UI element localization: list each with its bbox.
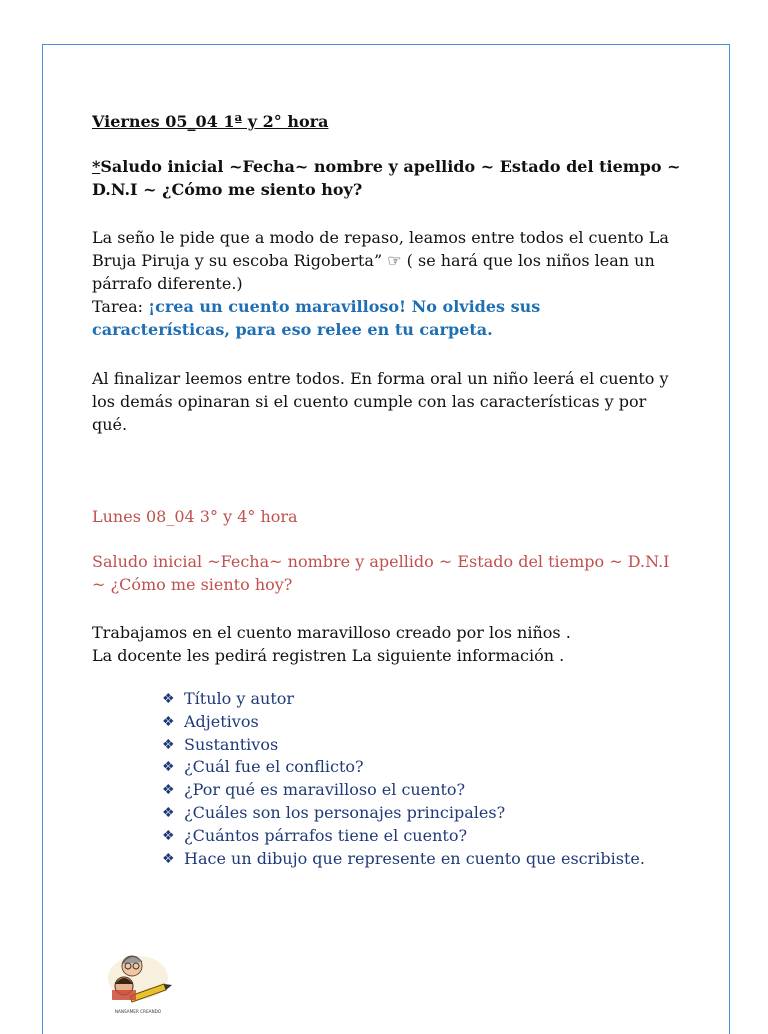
friday-closing: Al finalizar leemos entre todos. En forma oral un niño leerá el cuento y los demás opinaran si el cuento cumple con las características y por qué. <box>92 369 669 434</box>
list-item-text: Adjetivos <box>184 711 259 731</box>
greeting-star: * <box>92 157 101 176</box>
list-item <box>162 734 702 757</box>
tarea-text: ¡crea un cuento maravilloso! No olvides sus características, para eso relee en tu carpeta. <box>92 297 541 339</box>
monday-greeting: Saludo inicial ~Fecha~ nombre y apellido ~ Estado del tiempo ~ D.N.I ~ ¿Cómo me siento hoy? <box>92 552 670 594</box>
work-line-2: La docente les pedirá registren La siguiente información . <box>92 646 565 665</box>
teacher-avatars-logo-icon <box>102 942 174 1016</box>
monday-heading: Lunes 08_04 3° y 4° hora <box>92 507 298 526</box>
tarea-line <box>92 295 682 341</box>
list-item-text: Hace un dibujo que represente en cuento que escribiste. <box>184 848 645 868</box>
list-item-text: ¿Cuáles son los personajes principales? <box>184 802 506 822</box>
diamond-bullet-icon: ❖ <box>162 691 175 707</box>
friday-heading: Viernes 05_04 1ª y 2° hora <box>92 112 329 131</box>
list-item-text: ¿Cuántos párrafos tiene el cuento? <box>184 825 468 845</box>
list-item <box>162 688 702 711</box>
info-list <box>162 688 702 870</box>
diamond-bullet-icon: ❖ <box>162 759 175 776</box>
diamond-bullet-icon: ❖ <box>162 827 175 844</box>
work-line-1: Trabajamos en el cuento maravilloso creado por los niños . <box>92 623 571 642</box>
list-item-text: Título y autor <box>184 689 295 708</box>
friday-greeting <box>92 155 682 201</box>
greeting-text: Saludo inicial ~Fecha~ nombre y apellido ~ Estado del tiempo ~ D.N.I ~ ¿Cómo me siento hoy? <box>92 157 681 199</box>
list-item <box>162 848 702 871</box>
logo-caption: NANSAMER CREANDO <box>114 1009 162 1014</box>
diamond-bullet-icon: ❖ <box>162 736 175 753</box>
list-item-text: ¿Cuál fue el conflicto? <box>184 757 364 777</box>
list-item <box>162 825 702 848</box>
list-item-text: ¿Por qué es maravilloso el cuento? <box>184 780 466 800</box>
friday-paragraph <box>92 226 682 341</box>
diamond-bullet-icon: ❖ <box>162 804 175 821</box>
list-item <box>162 711 702 734</box>
diamond-bullet-icon: ❖ <box>162 850 175 867</box>
diamond-bullet-icon: ❖ <box>162 782 175 799</box>
list-item <box>162 779 702 802</box>
friday-paragraph-text: La seño le pide que a modo de repaso, leamos entre todos el cuento La Bruja Piruja y su escoba Rigoberta” ☞ ( se hará que los niños lean un párrafo diferente.) <box>92 228 669 293</box>
tarea-label: Tarea: <box>92 297 149 316</box>
diamond-bullet-icon: ❖ <box>162 713 175 730</box>
monday-work <box>92 621 682 667</box>
list-item-text: Sustantivos <box>184 734 279 754</box>
list-item <box>162 802 702 825</box>
list-item <box>162 756 702 779</box>
